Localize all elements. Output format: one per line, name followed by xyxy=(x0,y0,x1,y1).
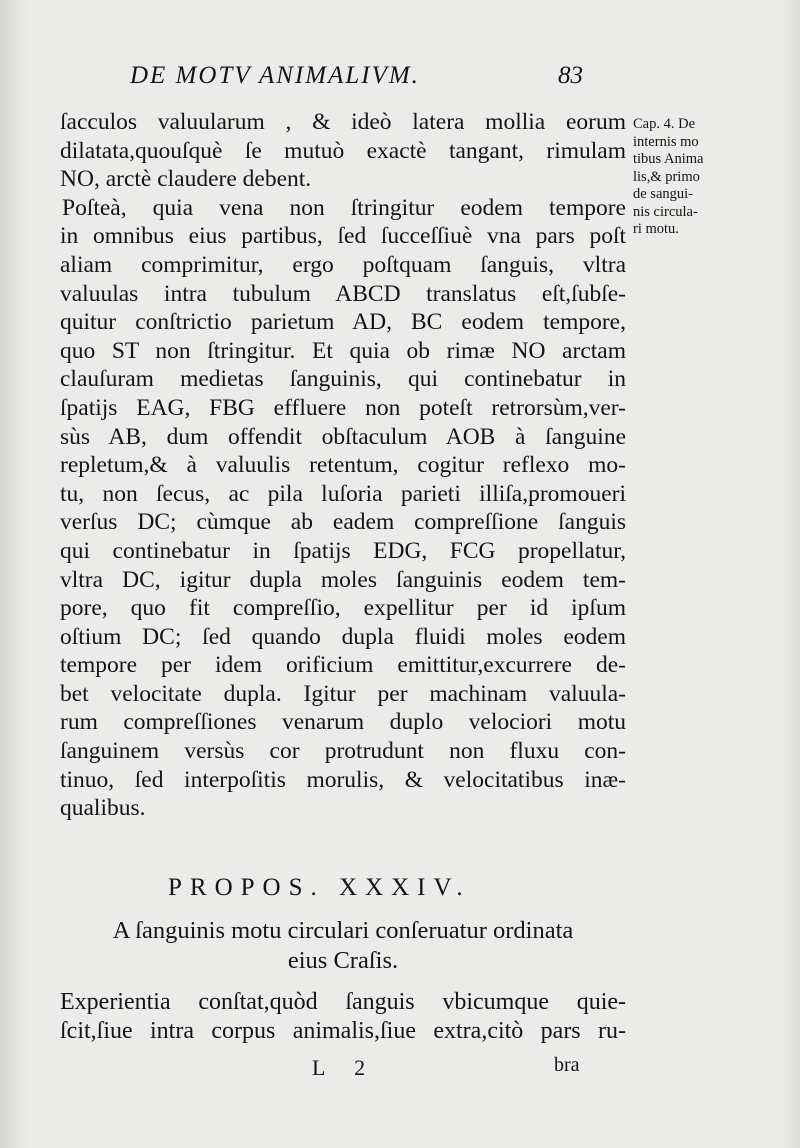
closing-paragraph xyxy=(60,988,626,1046)
marginal-line: de sangui- xyxy=(633,186,693,202)
text-line: vltra DC, igitur dupla moles ſanguinis eodem tem- xyxy=(60,566,626,593)
text-line: NO, arctè claudere debent. xyxy=(60,166,312,193)
text-line: sùs AB, dum offendit obſtaculum AOB à ſanguine xyxy=(60,423,626,450)
text-line: aliam comprimitur, ergo poſtquam ſanguis, vltra xyxy=(60,251,626,278)
text-line: dilatata,quouſquè ſe mutuò exactè tangant, rimulam xyxy=(60,137,626,164)
text-line: tinuo, ſed interpoſitis morulis, & velocitatibus inæ- xyxy=(60,766,626,793)
signature-mark: L 2 xyxy=(312,1055,378,1080)
text-line: qui continebatur in ſpatijs EDG, FCG propellatur, xyxy=(60,537,626,564)
main-text-block xyxy=(60,108,626,823)
running-head: DE MOTV ANIMALIVM. xyxy=(130,62,420,89)
marginal-note xyxy=(633,116,733,239)
text-line: rum compreſſiones venarum duplo velociori motu xyxy=(60,709,626,736)
text-line: ſacculos valuularum , & ideò latera mollia eorum xyxy=(60,109,626,135)
text-line: verſus DC; cùmque ab eadem compreſſione ſanguis xyxy=(60,509,626,536)
title-line: A ſanguinis motu circulari conſeruatur ordinata xyxy=(112,917,574,944)
text-line: oſtium DC; ſed quando dupla fluidi moles eodem xyxy=(60,623,626,650)
title-line: eius Craſis. xyxy=(287,947,399,974)
text-line: Experientia conſtat,quòd ſanguis vbicumque quie- xyxy=(60,989,626,1015)
text-line: ſcit,ſiue intra corpus animalis,ſiue extra,citò pars ru- xyxy=(60,1018,626,1044)
text-line: ſanguinem versùs cor protrudunt non fluxu con- xyxy=(60,738,626,765)
text-line: quitur conſtrictio parietum AD, BC eodem tempore, xyxy=(60,309,626,336)
text-line: tempore per idem orificium emittitur,excurrere de- xyxy=(60,652,626,679)
page-number: 83 xyxy=(558,62,583,89)
text-line: valuulas intra tubulum ABCD translatus eſt,ſubſe- xyxy=(60,280,626,307)
text-line: Poſteà, quia vena non ſtringitur eodem tempore xyxy=(62,194,626,221)
marginal-line: nis circula- xyxy=(633,203,698,220)
text-line: qualibus. xyxy=(60,795,146,822)
marginal-line: Cap. 4. De xyxy=(633,116,696,132)
marginal-line: tibus Anima xyxy=(633,151,704,167)
text-line: in omnibus eius partibus, ſed ſucceſſiuè vna pars poſt xyxy=(60,223,626,250)
marginal-line: lis,& primo xyxy=(633,168,700,185)
catchword: bra xyxy=(554,1054,580,1076)
proposition-title xyxy=(60,916,626,976)
text-line: clauſuram medietas ſanguinis, qui continebatur in xyxy=(60,366,626,393)
text-line: quo ST non ſtringitur. Et quia ob rimæ NO arctam xyxy=(60,337,626,364)
marginal-line: internis mo xyxy=(633,133,699,150)
text-line: pore, quo fit compreſſio, expellitur per id ipſum xyxy=(60,595,626,622)
text-line: tu, non ſecus, ac pila luſoria parieti illiſa,promoueri xyxy=(60,480,626,507)
proposition-heading: PROPOS. XXXIV. xyxy=(168,874,471,901)
text-line: repletum,& à valuulis retentum, cogitur reflexo mo- xyxy=(60,452,626,479)
marginal-line: ri motu. xyxy=(633,221,679,237)
text-line: bet velocitate dupla. Igitur per machinam valuula- xyxy=(60,680,626,707)
text-line: ſpatijs EAG, FBG effluere non poteſt retrorsùm,ver- xyxy=(60,394,626,421)
